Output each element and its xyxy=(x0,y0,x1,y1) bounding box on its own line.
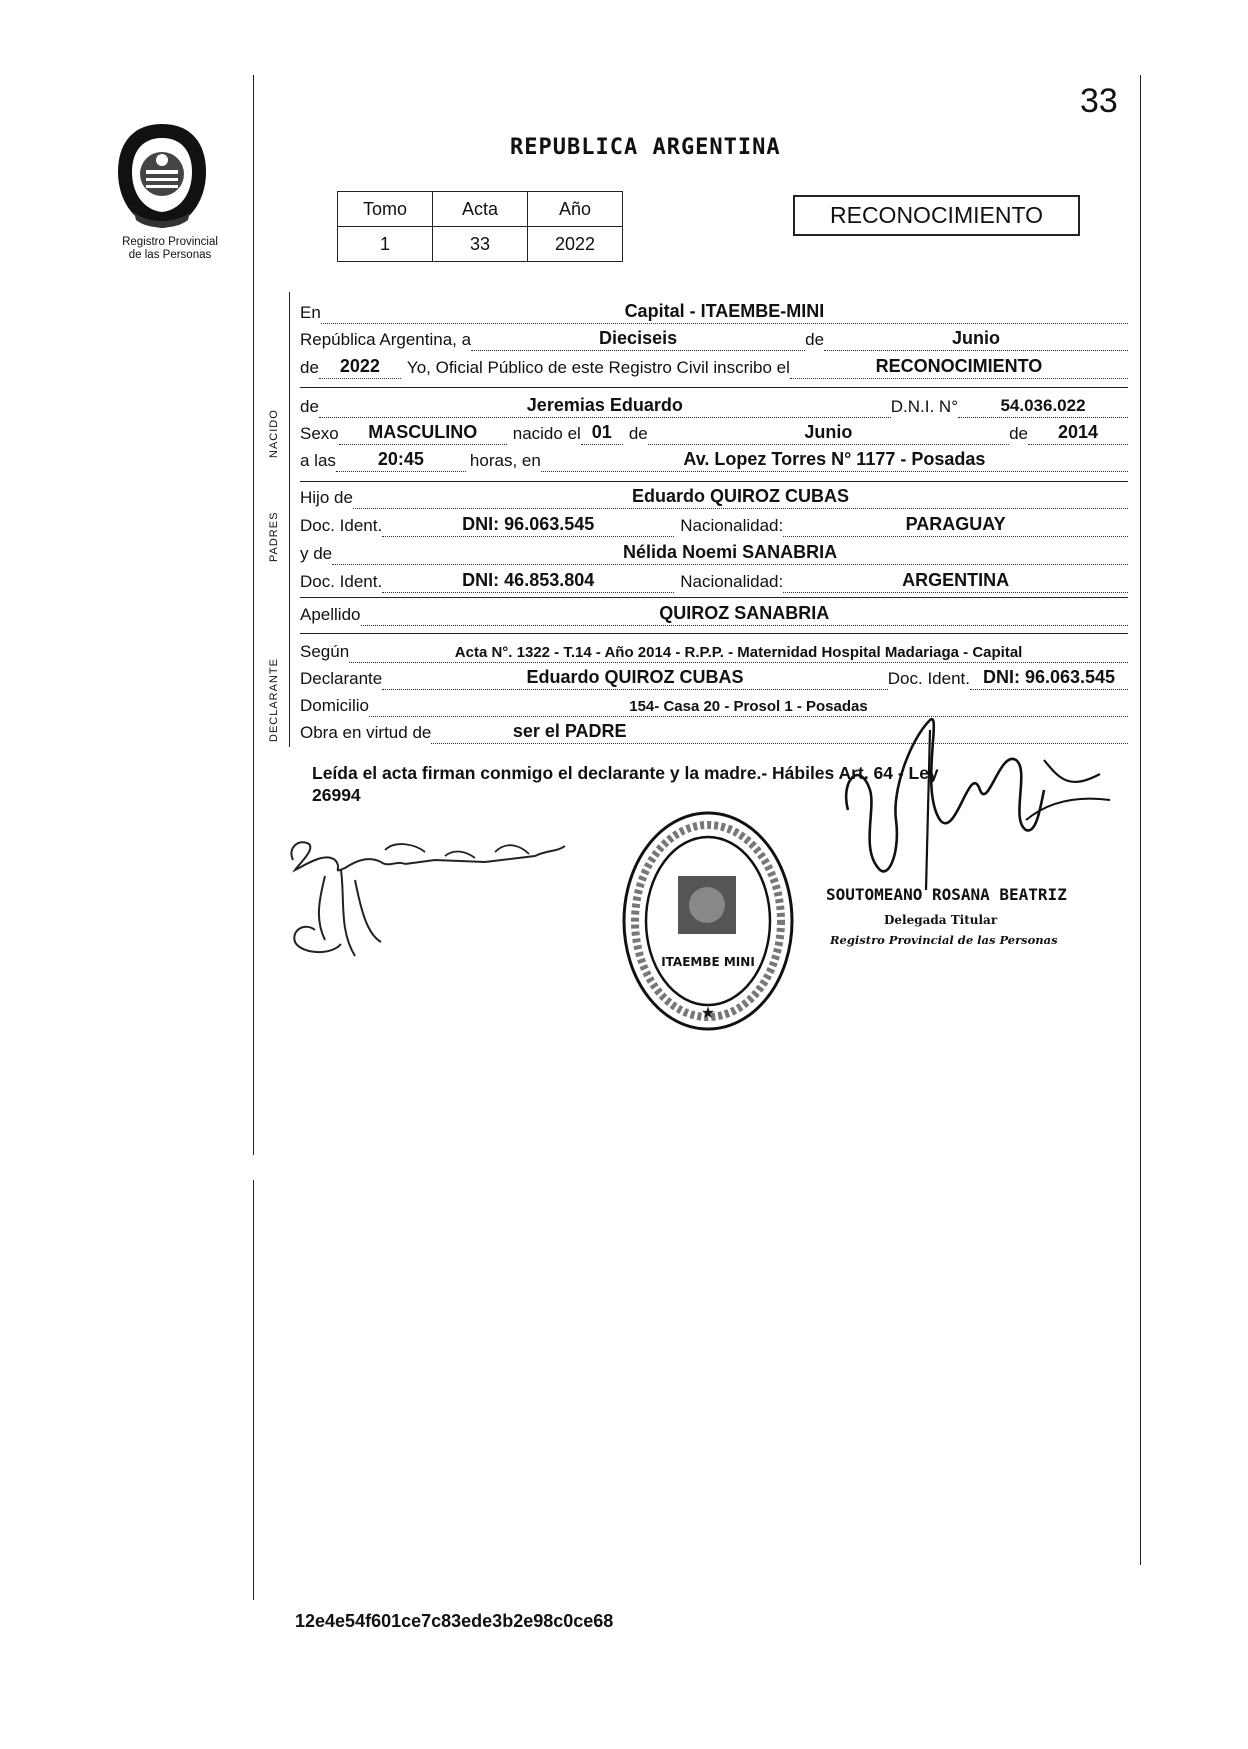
registry-label-line1: Registro Provincial xyxy=(122,236,218,248)
closing-line2: 26994 xyxy=(312,785,361,805)
act-value: RECONOCIMIENTO xyxy=(875,356,1043,376)
section-bracket-line xyxy=(289,292,290,747)
birth-place-value: Av. Lopez Torres N° 1177 - Posadas xyxy=(683,449,986,469)
table-value-acta: 33 xyxy=(433,227,528,262)
document-title: REPUBLICA ARGENTINA xyxy=(510,135,781,160)
separator-3 xyxy=(300,597,1128,598)
table-header-tomo: Tomo xyxy=(338,192,433,227)
father-nat-label: Nacionalidad: xyxy=(680,516,784,535)
father-doc-value: DNI: 96.063.545 xyxy=(462,514,595,534)
republica-label: República Argentina, a xyxy=(300,330,472,349)
domicilio-value: 154- Casa 20 - Prosol 1 - Posadas xyxy=(629,698,868,715)
table-header-acta: Acta xyxy=(433,192,528,227)
year-value: 2022 xyxy=(339,356,380,376)
mother-nat-value: ARGENTINA xyxy=(902,570,1010,590)
table-header-anio: Año xyxy=(528,192,623,227)
row-en xyxy=(300,298,1128,324)
month-value: Junio xyxy=(952,328,1001,348)
officer-dept: Registro Provincial de las Personas xyxy=(830,933,1058,947)
birth-de-label: de xyxy=(628,424,648,443)
horas-label: horas, en xyxy=(469,451,541,470)
de-label: de xyxy=(805,330,825,349)
province-seal-icon xyxy=(112,120,212,237)
day-value: Dieciseis xyxy=(599,328,678,348)
row-declarante xyxy=(300,664,1128,690)
father-nat-value: PARAGUAY xyxy=(905,514,1006,534)
apellido-label: Apellido xyxy=(300,605,361,624)
declarant-signature xyxy=(285,830,605,975)
separator-1 xyxy=(300,387,1128,388)
table-value-anio: 2022 xyxy=(528,227,623,262)
domicilio-label: Domicilio xyxy=(300,696,369,715)
nacido-de-label: de xyxy=(300,397,319,416)
registry-label xyxy=(100,236,240,262)
left-margin-line xyxy=(253,75,254,1155)
sexo-label: Sexo xyxy=(300,424,339,443)
row-year xyxy=(300,353,1128,379)
en-value: Capital - ITAEMBE-MINI xyxy=(624,301,825,321)
row-nacido-name xyxy=(300,392,1128,418)
stamp-office-text: ITAEMBE MINI xyxy=(661,955,755,969)
section-label-padres: PADRES xyxy=(268,511,280,562)
section-label-nacido: NACIDO xyxy=(268,409,280,458)
obra-label: Obra en virtud de xyxy=(300,723,432,742)
obra-value: ser el PADRE xyxy=(512,721,627,741)
mother-nat-label: Nacionalidad: xyxy=(680,572,784,591)
mother-doc-label: Doc. Ident. xyxy=(300,572,383,591)
registry-label-line2: de las Personas xyxy=(128,249,212,261)
official-text: Yo, Oficial Público de este Registro Civil inscribo el xyxy=(406,358,790,377)
registry-stamp-icon xyxy=(618,808,798,1039)
year-prefix: de xyxy=(300,358,319,377)
en-label: En xyxy=(300,303,321,322)
table-value-tomo: 1 xyxy=(338,227,433,262)
row-hora xyxy=(300,446,1128,472)
declarante-doc-label: Doc. Ident. xyxy=(887,669,970,688)
closing-line1: Leída el acta firman conmigo el declarante y la madre.- Hábiles Art. 64 - Ley xyxy=(312,763,939,783)
segun-value: Acta N°. 1322 - T.14 - Año 2014 - R.P.P. - Maternidad Hospital Madariaga - Capital xyxy=(454,644,1023,661)
declarante-label: Declarante xyxy=(300,669,383,688)
alas-label: a las xyxy=(300,451,336,470)
nacido-name-value: Jeremias Eduardo xyxy=(526,395,683,415)
officer-name: SOUTOMEANO ROSANA BEATRIZ xyxy=(826,885,1067,904)
father-name-value: Eduardo QUIROZ CUBAS xyxy=(631,486,849,506)
page-number: 33 xyxy=(1080,82,1118,120)
birth-year-value: 2014 xyxy=(1057,422,1099,442)
left-margin-line-lower xyxy=(253,1180,254,1600)
document-hash: 12e4e54f601ce7c83ede3b2e98c0ce68 xyxy=(295,1611,614,1631)
father-doc-label: Doc. Ident. xyxy=(300,516,383,535)
svg-text:★: ★ xyxy=(700,1003,716,1022)
tomo-acta-anio-table xyxy=(337,191,623,262)
hijo-de-label: Hijo de xyxy=(300,488,353,507)
officer-role: Delegada Titular xyxy=(884,913,998,927)
row-hijo-de xyxy=(300,483,1128,509)
mother-name-value: Nélida Noemi SANABRIA xyxy=(623,542,838,562)
row-mother-doc xyxy=(300,567,1128,593)
row-father-doc xyxy=(300,511,1128,537)
birth-de-label2: de xyxy=(1009,424,1028,443)
dni-label: D.N.I. N° xyxy=(890,397,958,416)
dni-value: 54.036.022 xyxy=(1000,396,1086,415)
apellido-value: QUIROZ SANABRIA xyxy=(659,603,830,623)
act-type-box: RECONOCIMIENTO xyxy=(793,195,1080,236)
segun-label: Según xyxy=(300,642,350,661)
time-value: 20:45 xyxy=(377,449,424,469)
nacido-el-label: nacido el xyxy=(512,424,581,443)
row-sexo xyxy=(300,419,1128,445)
sexo-value: MASCULINO xyxy=(368,422,478,442)
section-label-declarante: DECLARANTE xyxy=(268,658,280,742)
mother-doc-value: DNI: 46.853.804 xyxy=(462,570,595,590)
officer-signature xyxy=(830,700,1130,905)
row-apellido xyxy=(300,600,1128,626)
row-date xyxy=(300,325,1128,351)
row-segun xyxy=(300,637,1128,663)
declarante-doc-value: DNI: 96.063.545 xyxy=(982,667,1116,687)
right-margin-line xyxy=(1140,75,1141,1565)
birth-day-value: 01 xyxy=(591,422,612,442)
declarante-value: Eduardo QUIROZ CUBAS xyxy=(526,667,744,687)
y-de-label: y de xyxy=(300,544,333,563)
birth-month-value: Junio xyxy=(804,422,853,442)
row-y-de xyxy=(300,539,1128,565)
separator-4 xyxy=(300,633,1128,634)
